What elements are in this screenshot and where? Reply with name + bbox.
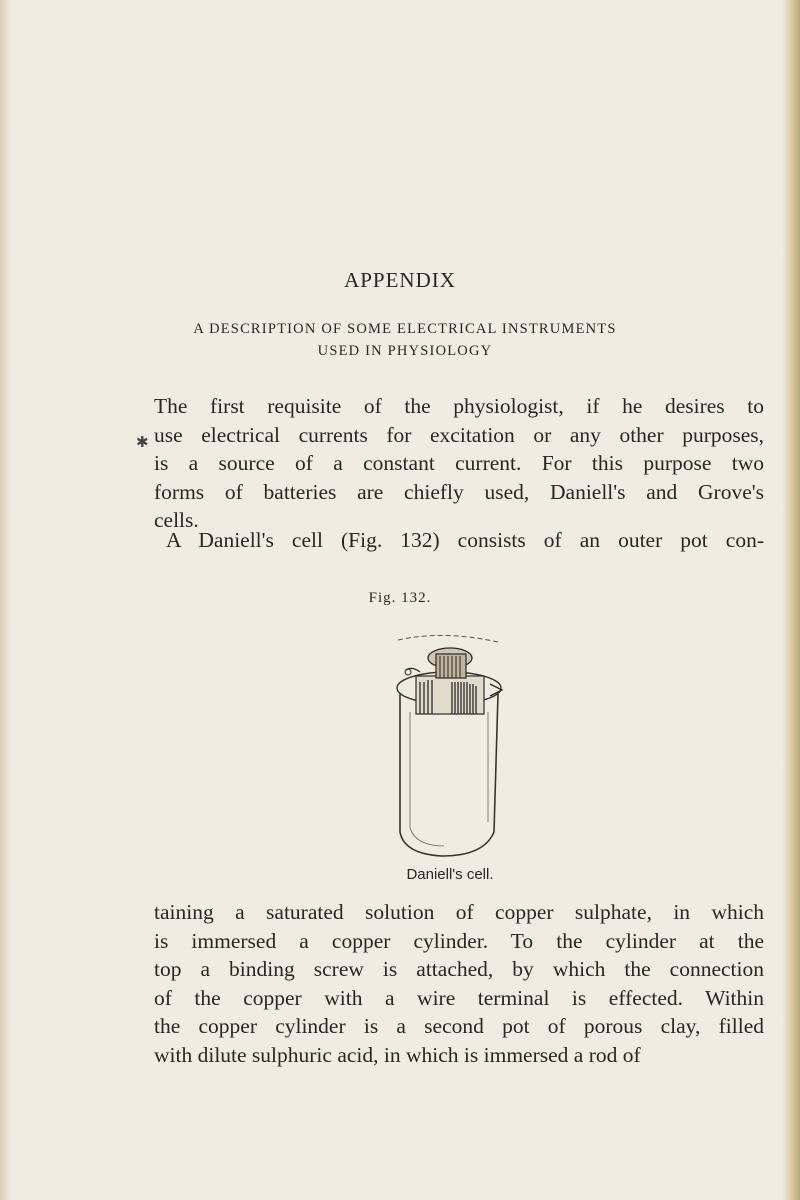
section-subtitle bbox=[130, 318, 680, 362]
text-line: of the copper with a wire terminal is effected. Within bbox=[154, 985, 764, 1010]
daniell-cell-illustration bbox=[380, 632, 516, 860]
paragraph-3 bbox=[154, 898, 764, 1069]
figure-label: Fig. 132. bbox=[368, 590, 432, 606]
text-line: is a source of a constant current. For this purpose two bbox=[154, 451, 764, 475]
text-line: top a binding screw is attached, by which the connection bbox=[154, 957, 764, 981]
text-line: forms of batteries are chiefly used, Daniell's and Grove's bbox=[154, 479, 764, 504]
text-line: cells. bbox=[154, 508, 199, 532]
text-line: A Daniell's cell (Fig. 132) consists of an outer pot con- bbox=[166, 528, 764, 552]
text-line: with dilute sulphuric acid, in which is immersed a rod of bbox=[154, 1042, 641, 1067]
text-line: is immersed a copper cylinder. To the cylinder at the bbox=[154, 928, 764, 953]
margin-mark: ✱ bbox=[136, 435, 149, 451]
text-line: the copper cylinder is a second pot of porous clay, filled bbox=[154, 1014, 764, 1038]
page-heading: APPENDIX bbox=[344, 268, 456, 292]
paragraph-1 bbox=[154, 392, 764, 535]
text-line: The first requisite of the physiologist, if he desires to bbox=[154, 394, 764, 418]
text-line: use electrical currents for excitation or any other purposes, bbox=[154, 422, 764, 447]
paragraph-2 bbox=[154, 526, 764, 555]
text-line: taining a saturated solution of copper sulphate, in which bbox=[154, 900, 764, 924]
subtitle-line: A DESCRIPTION OF SOME ELECTRICAL INSTRUMENTS bbox=[193, 321, 617, 337]
subtitle-line: USED IN PHYSIOLOGY bbox=[317, 343, 493, 359]
figure-caption: Daniell's cell. bbox=[406, 866, 494, 883]
